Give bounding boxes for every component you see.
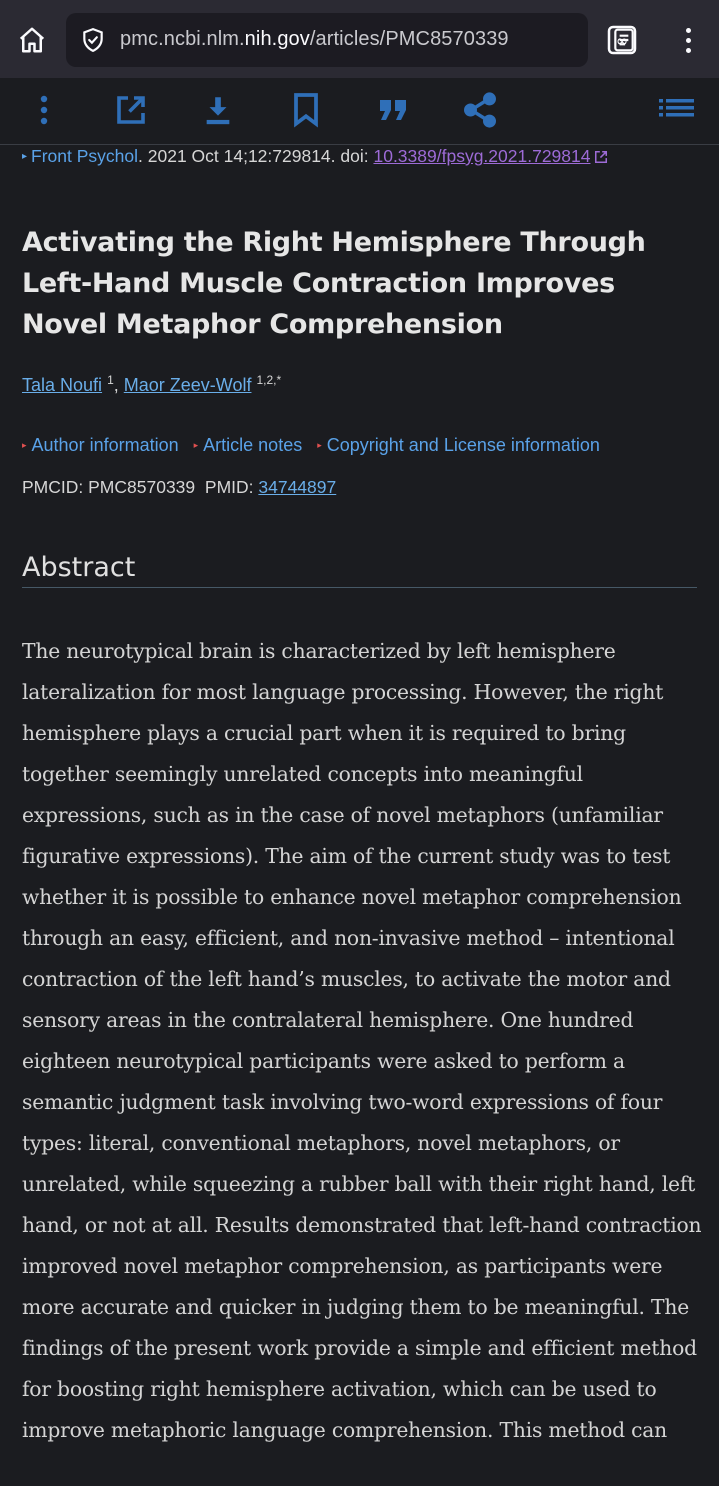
abstract-text: The neurotypical brain is characterized by left hemisphere lateralization for most language processing. However, the right hemisphere plays a crucial part when it is required to bring together seemingly unrelated concepts into meaningful expressions, such as in the case of novel metaphors (unfamiliar figurative expressions). The aim of the current study was to test whether it is possible to enhance novel metaphor comprehension through an easy, efficient, and non-invasive method – intentional contraction of the left hand’s muscles, to activate the motor and sensory areas in the contralateral hemisphere. One hundred eighteen neurotypical participants were asked to perform a semantic judgment task involving two-word expressions of four types: literal, conventional metaphors, novel metaphors, or unrelated, while squeezing a rubber ball with their right hand, left hand, or not at all. Results demonstrated that left-hand contraction improved novel metaphor comprehension, as participants were more accurate and quicker in judging them to be meaningful. The findings of the present work provide a simple and efficient method for boosting right hemisphere activation, which can be used to improve metaphoric language comprehension. This method can	[22, 639, 702, 1442]
copyright-toggle[interactable]: ▸ Copyright and License information	[317, 435, 600, 455]
article-identifiers	[22, 477, 336, 498]
svg-text:∞: ∞	[616, 33, 628, 50]
shield-icon[interactable]	[80, 27, 106, 58]
share-icon[interactable]	[460, 92, 500, 128]
expand-triangle-icon: ▸	[317, 440, 322, 450]
author-affiliation: 1,2,*	[256, 373, 282, 387]
expand-triangle-icon: ▸	[22, 440, 27, 450]
browser-menu-icon[interactable]	[676, 22, 700, 58]
bookmark-icon[interactable]	[288, 92, 324, 128]
address-bar[interactable]	[66, 13, 588, 67]
abstract-heading: Abstract	[22, 552, 697, 588]
url-text[interactable]: pmc.ncbi.nlm.nih.gov/articles/PMC8570339	[120, 28, 509, 50]
expand-triangle-icon[interactable]: ▸	[22, 151, 28, 162]
citation-line	[22, 146, 608, 169]
author-list: Tala Noufi $^1$, Maor Zeev-Wolf $^{1,2,*}$	[22, 373, 282, 395]
pmid-link[interactable]: 34744897	[258, 477, 337, 497]
more-vertical-icon[interactable]	[34, 92, 54, 128]
cite-icon[interactable]	[376, 92, 412, 128]
expand-triangle-icon: ▸	[193, 440, 199, 450]
author-link[interactable]: Tala Noufi	[22, 375, 103, 395]
pmid-label: PMID:	[204, 477, 259, 497]
author-link[interactable]: Maor Zeev-Wolf	[123, 375, 252, 395]
doi-link[interactable]: 10.3389/fpsyg.2021.729814	[373, 146, 591, 166]
article-info-links	[22, 435, 610, 456]
author-affiliation: 1	[107, 373, 114, 387]
article-title: Activating the Right Hemisphere Through Left-Hand Muscle Contraction Improves Novel Metaphor Comprehension	[22, 227, 646, 340]
home-icon[interactable]	[14, 22, 50, 58]
author-information-toggle[interactable]: ▸ Author information	[22, 435, 179, 455]
open-external-icon[interactable]	[112, 92, 150, 128]
journal-link[interactable]: Front Psychol	[31, 146, 139, 166]
external-link-icon[interactable]	[594, 148, 608, 169]
article-notes-toggle[interactable]: ▸ Article notes	[193, 435, 303, 455]
download-icon[interactable]	[200, 92, 236, 128]
browser-toolbar	[0, 0, 719, 78]
pmcid-value: PMC8570339	[88, 477, 196, 497]
tabs-counter-icon[interactable]	[606, 24, 638, 56]
table-of-contents-icon[interactable]	[658, 92, 696, 128]
article-toolbar	[0, 78, 719, 145]
citation-details: . 2021 Oct 14;12:729814. doi:	[138, 146, 374, 166]
pmcid-label: PMCID:	[22, 477, 89, 497]
